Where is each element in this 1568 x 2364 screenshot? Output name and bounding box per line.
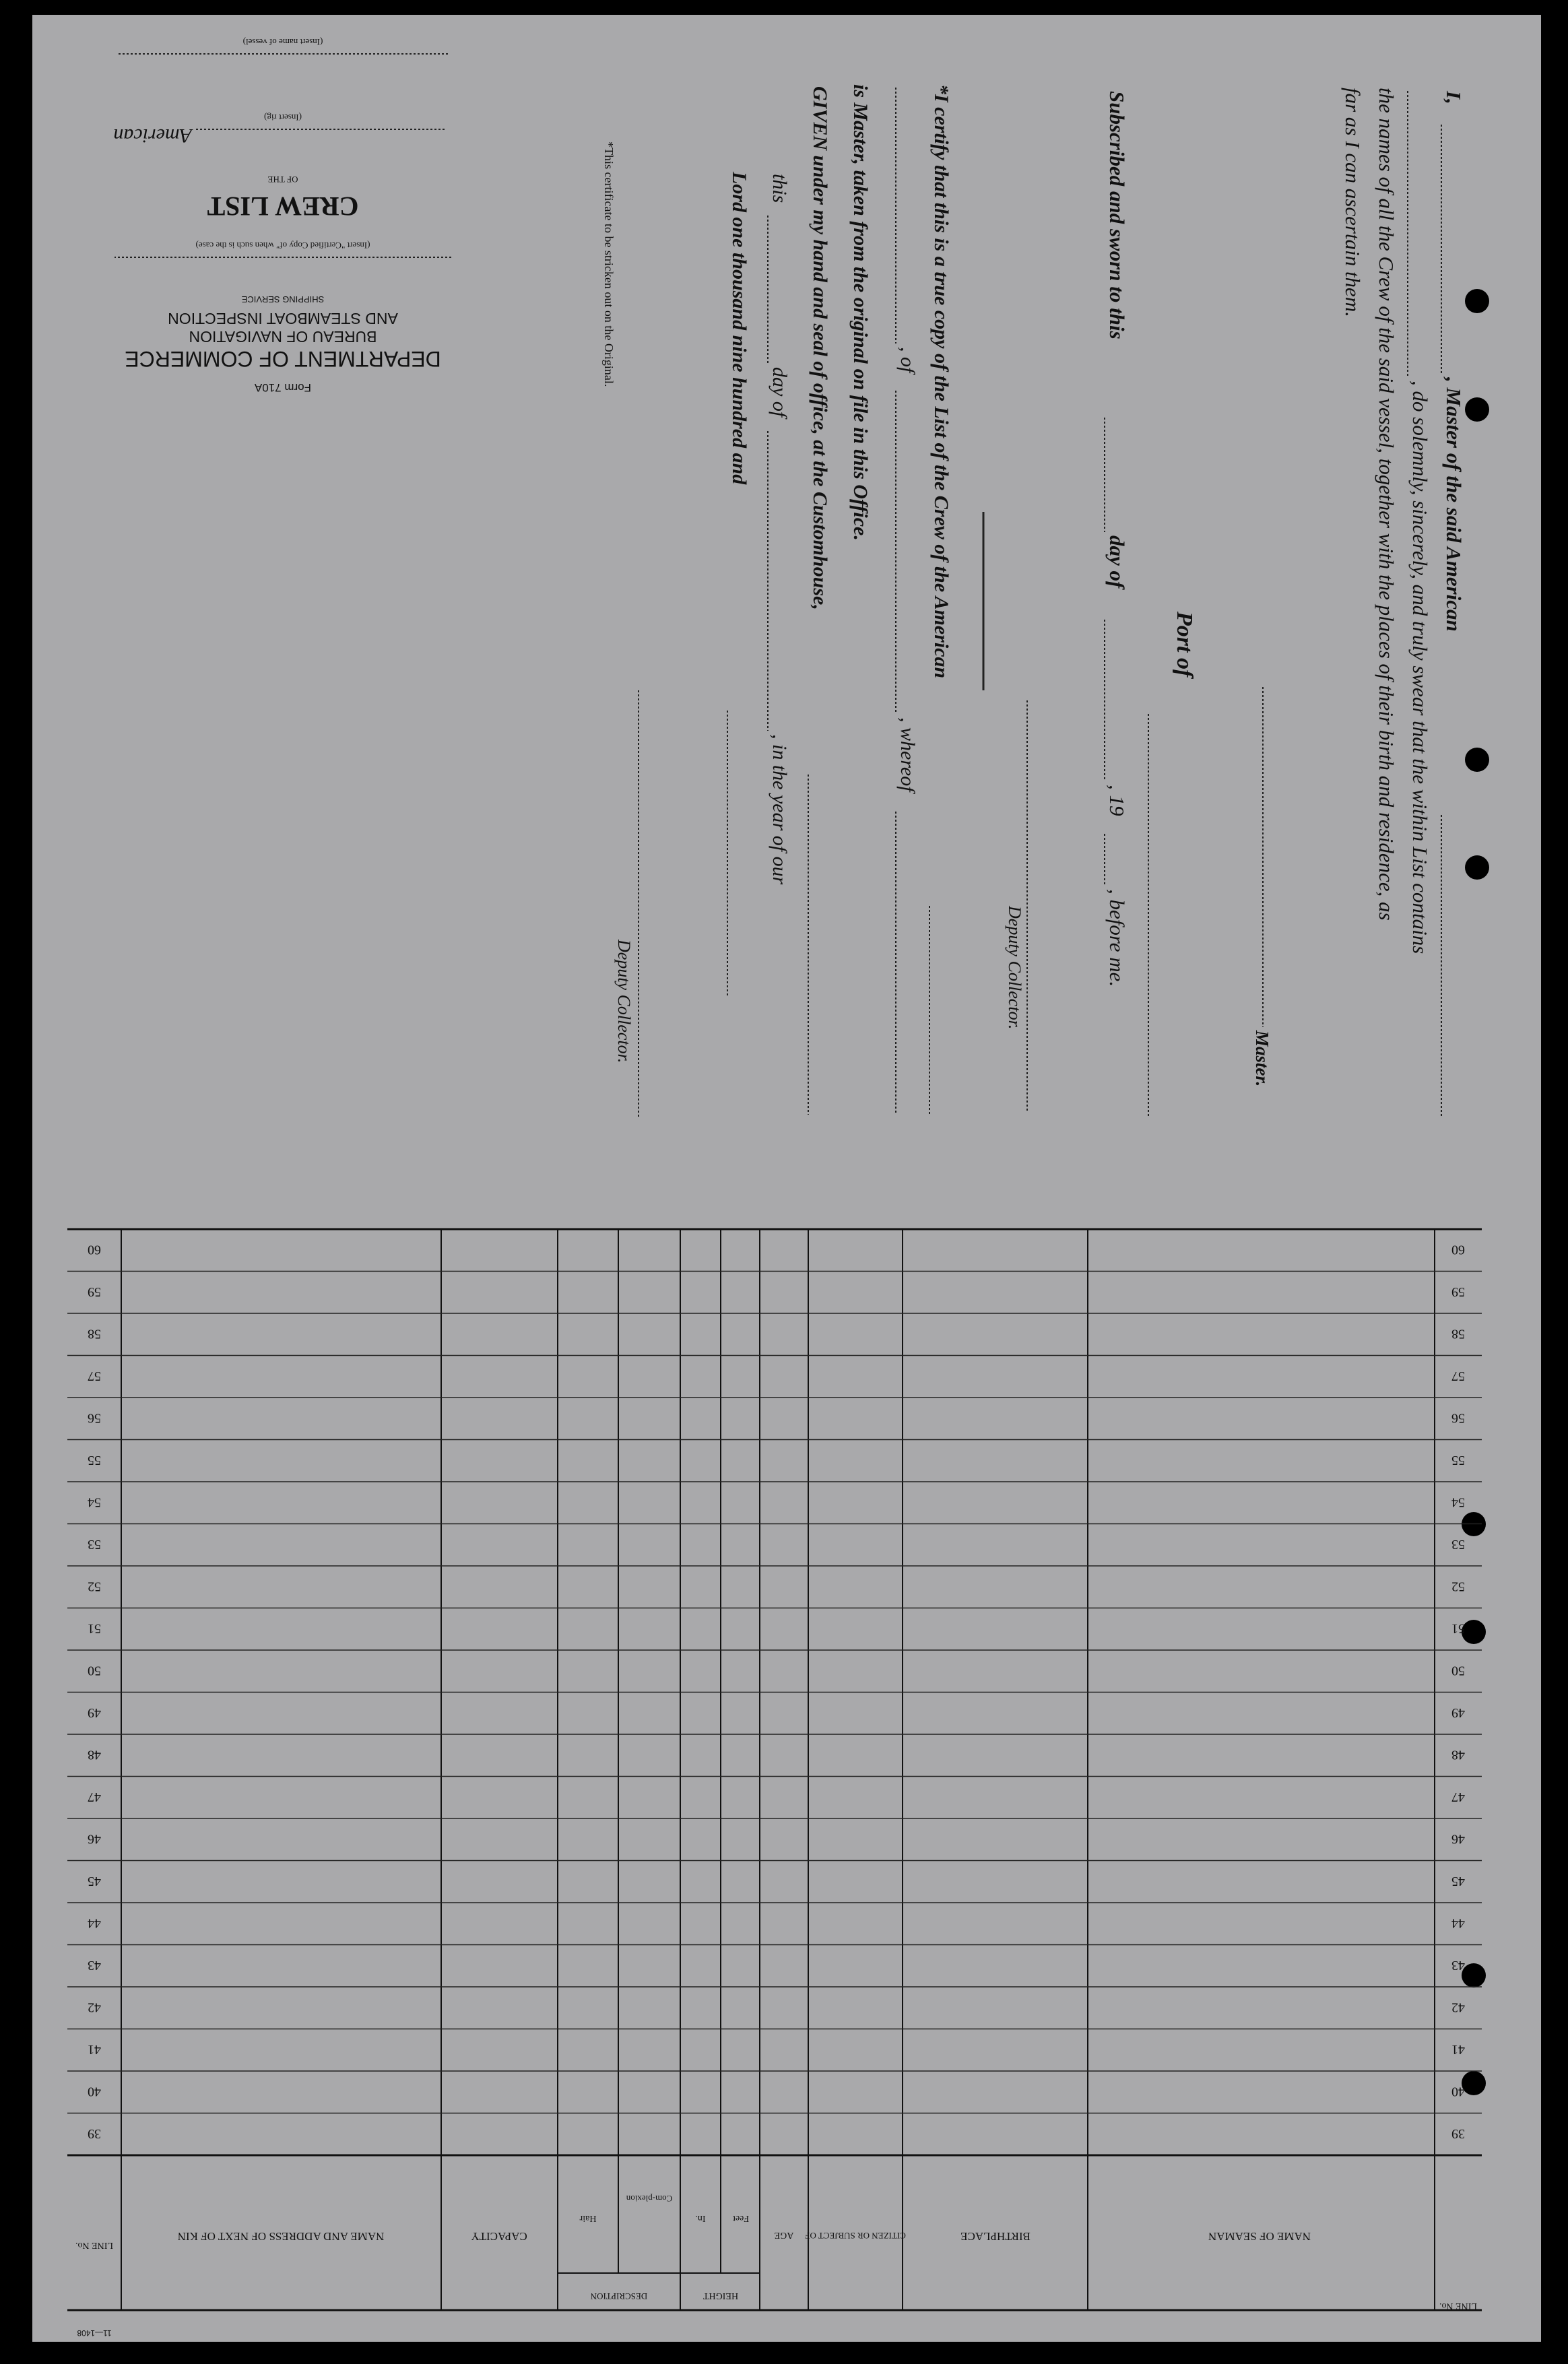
row-number-right: 49 [1451,1705,1465,1720]
cover-bureau1: BUREAU OF NAVIGATION [189,328,377,346]
hdr-height: HEIGHT [703,2291,739,2301]
hdr-name: NAME OF SEAMAN [1208,2230,1311,2243]
row-number-right: 54 [1451,1495,1465,1510]
row-number-right: 58 [1451,1326,1465,1342]
cover-form-no: Form 710A [254,381,312,394]
row-number-left: 60 [88,1242,101,1257]
row-number-right: 43 [1451,1957,1465,1973]
row-number-left: 44 [88,1915,101,1931]
row-number-left: 43 [88,1957,101,1973]
row-number-right: 56 [1451,1410,1465,1426]
hdr-complexion: Com-plexion [626,2194,673,2204]
oath-line2: , do solemnly, sincerely, and truly swear that the within List contains [1408,381,1432,954]
row-number-left: 39 [88,2126,101,2141]
cover-dept: DEPARTMENT OF COMMERCE [125,347,441,371]
row-number-left: 54 [88,1495,101,1510]
row-number-left: 55 [88,1452,101,1468]
cert-footnote: *This certificate to be stricken out on the Original. [602,141,616,387]
row-number-left: 49 [88,1705,101,1720]
oath-deputy-collector-1: Deputy Collector. [1005,906,1024,1030]
row-number-right: 59 [1451,1284,1465,1299]
row-number-right: 42 [1451,2000,1465,2015]
cover-american: American [113,125,192,147]
oath-line1-pre: I, [1442,91,1466,104]
row-rules [67,1272,1482,2113]
oath-line4: far as I can ascertain them. [1341,88,1365,317]
cover-service: SHIPPING SERVICE [241,294,325,304]
cert-line5-this: this [769,174,791,203]
row-number-left: 53 [88,1536,101,1552]
row-number-left: 52 [88,1579,101,1594]
cert-line5-year: , in the year of our [769,734,791,885]
oath-before-me: , before me. [1105,889,1129,987]
punch-hole [1465,289,1489,313]
row-number-right: 39 [1451,2126,1465,2141]
punch-hole [1465,855,1489,880]
row-number-right: 45 [1451,1873,1465,1889]
row-number-left: 57 [88,1368,101,1383]
row-number-right: 46 [1451,1831,1465,1847]
row-number-right: 51 [1451,1620,1465,1636]
hdr-hair: Hair [579,2213,597,2223]
oath-port-of: Port of [1172,612,1197,678]
hdr-feet: Feet [732,2213,750,2223]
row-number-left: 59 [88,1284,101,1299]
row-number-right: 60 [1451,1242,1465,1257]
oath-day-of: day of [1105,535,1129,589]
punch-hole [1465,397,1489,422]
row-number-left: 50 [88,1663,101,1678]
cover-insert-rig: (Insert rig) [264,112,302,123]
table-form-code: 11—1408 [77,2328,112,2338]
row-number-left: 40 [88,2084,101,2099]
cover-of-the: OF THE [267,174,298,185]
cert-line1: *I certify that this is a true copy of the List of the Crew of the American [930,84,952,679]
row-number-right: 48 [1451,1747,1465,1763]
row-number-left: 41 [88,2041,101,2057]
cert-line2-whereof: , whereof [896,717,919,792]
row-number-left: 58 [88,1326,101,1342]
cover-insert-vessel: (Insert name of vessel) [242,37,323,47]
row-number-left: 42 [88,2000,101,2015]
hdr-line-no-left: LINE No. [75,2240,113,2250]
hdr-inches: In. [695,2213,706,2223]
hdr-capacity: CAPACITY [471,2230,527,2243]
row-number-left: 56 [88,1410,101,1426]
oath-subscribed: Subscribed and sworn to this [1105,91,1129,339]
oath-line3: the names of all the Crew of the said vessel, together with the places of their birth and residence, as [1375,88,1398,921]
hdr-age: AGE [774,2230,794,2240]
cert-line5-day-of: day of [769,367,791,418]
row-number-left: 48 [88,1747,101,1763]
cert-line6: Lord one thousand nine hundred and [728,172,750,485]
row-number-right: 55 [1451,1452,1465,1468]
cover-crew-list: CREW LIST [207,191,359,222]
cover-insert-certified: (Insert "Certified Copy of" when such is the case) [195,240,370,251]
cert-deputy-collector-2: Deputy Collector. [614,940,634,1063]
oath-line1-post: , Master of the said American [1442,377,1466,632]
oath-year-19: , 19 [1105,785,1129,816]
cert-line3: is Master, taken from the original on file in this Office. [849,84,872,541]
row-number-left: 47 [88,1789,101,1804]
punch-hole [1465,748,1489,772]
row-number-left: 45 [88,1873,101,1889]
hdr-next-of-kin: NAME AND ADDRESS OF NEXT OF KIN [177,2230,385,2243]
hdr-description: DESCRIPTION [590,2291,648,2301]
row-number-right: 53 [1451,1536,1465,1552]
cert-line4: GIVEN under my hand and seal of office, at the Customhouse, [809,86,831,610]
row-number-right: 44 [1451,1915,1465,1931]
cover-bureau2: AND STEAMBOAT INSPECTION [168,310,398,327]
row-number-right: 52 [1451,1579,1465,1594]
hdr-citizen: CITIZEN OR SUBJECT OF [805,2231,906,2241]
row-number-right: 47 [1451,1789,1465,1804]
row-number-left: 51 [88,1620,101,1636]
row-number-right: 57 [1451,1368,1465,1383]
hdr-birthplace: BIRTHPLACE [960,2230,1031,2243]
row-number-left: 46 [88,1831,101,1847]
row-number-right: 41 [1451,2041,1465,2057]
cert-line2-of: , of [896,347,919,373]
oath-master: Master. [1252,1030,1272,1087]
hdr-line-no-right: LINE No. [1439,2301,1477,2311]
row-number-right: 40 [1451,2084,1465,2099]
row-number-right: 50 [1451,1663,1465,1678]
